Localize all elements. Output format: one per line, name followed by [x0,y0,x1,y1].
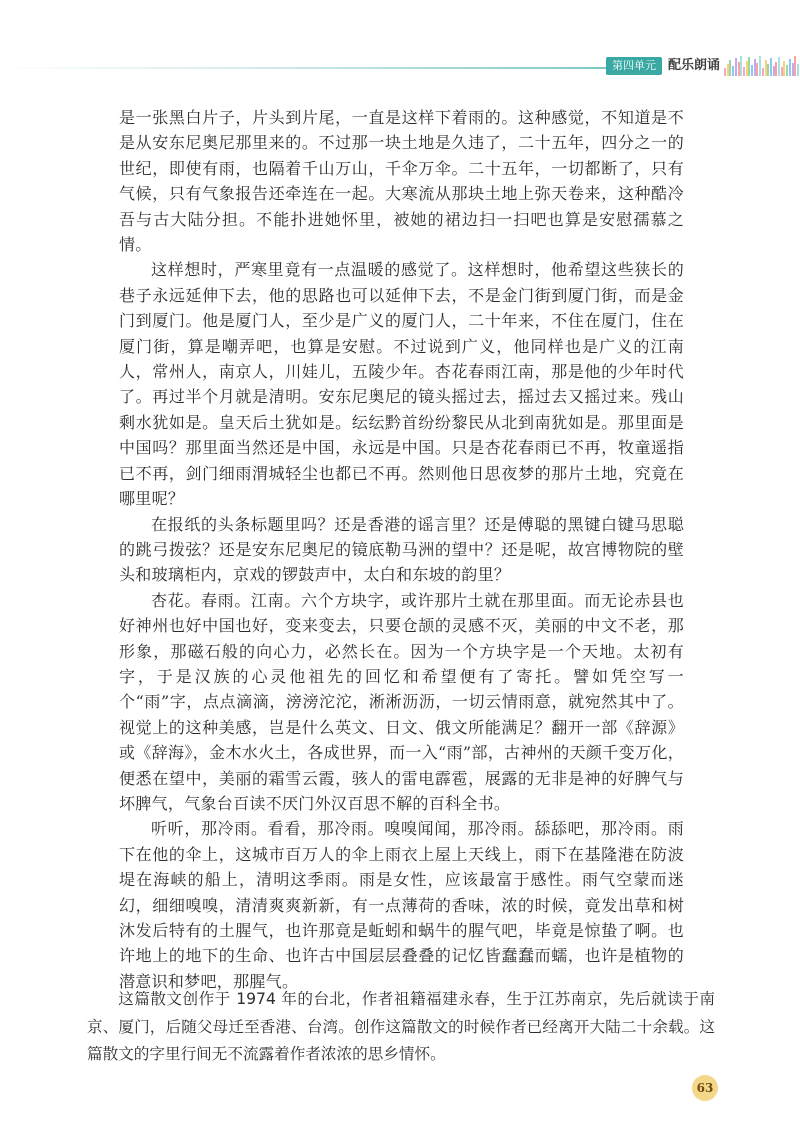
essay-paragraph-5: 听听，那冷雨。看看，那冷雨。嗅嗅闻闻，那冷雨。舔舔吧，那冷雨。雨下在他的伞上，这城市百万人的伞上雨衣上屋上天线上，雨下在基隆港在防波堤在海峡的船上，清明这季雨。雨是女性，应该最富于感性。雨气空蒙而迷幻，细细嗅嗅，清清爽爽新新，有一点薄荷的香味，浓的时候，竟发出草和树沐发后特有的土腥气，也许那竟是蚯蚓和蜗牛的腥气吧，毕竟是惊蛰了啊。也许地上的地下的生命、也许古中国层层叠叠的记忆皆蠢蠢而蠕，也许是植物的潜意识和梦吧，那腥气。 [119,819,684,991]
equalizer-bars-icon [724,54,800,78]
equalizer-bar [754,59,756,76]
essay-paragraph-4: 杏花。春雨。江南。六个方块字，或许那片土就在那里面。而无论赤县也好神州也好中国也好，变来变去，只要仓颉的灵感不灭，美丽的中文不老，那形象，那磁石般的向心力，必然长在。因为一个方块字是一个天地。太初有字，于是汉族的心灵他祖先的回忆和希望便有了寄托。譬如凭空写一个“雨”字，点点滴滴，滂滂沱沱，淅淅沥沥，一切云情雨意，就宛然其中了。视觉上的这种美感，岂是什么英文、日文、俄文所能满足？翻开一部《辞源》或《辞海》，金木水火土，各成世界，而一入“雨”部，古神州的天颜千变万化，便悉在望中，美丽的霜雪云霞，骇人的雷电霹雹，展露的无非是神的好脾气与坏脾气，气象台百读不厌门外汉百思不解的百科全书。 [119,590,684,813]
header-rule [0,67,610,69]
equalizer-bar [773,66,775,76]
equalizer-bar [786,65,788,76]
essay-paragraph-2: 这样想时，严寒里竟有一点温暖的感觉了。这样想时，他希望这些狭长的巷子永远延伸下去，他的思路也可以延伸下去，不是金门街到厦门街，而是金门到厦门。他是厦门人，至少是广义的厦门人，二十年来，不住在厦门，住在厦门街，算是嘲弄吧，也算是安慰。不过说到广义，他同样也是广义的江南人，常州人，南京人，川娃儿，五陵少年。杏花春雨江南，那是他的少年时代了。再过半个月就是清明。安东尼奥尼的镜头摇过去，摇过去又摇过来。残山剩水犹如是。皇天后土犹如是。纭纭黔首纷纷黎民从北到南犹如是。那里面是中国吗？那里面当然还是中国，永远是中国。只是杏花春雨已不再，牧童遥指已不再，剑门细雨渭城轻尘也都已不再。然则他日思夜梦的那片土地，究竟在哪里呢？ [119,260,684,509]
commentary-block [87,986,715,1069]
equalizer-bar [729,60,731,76]
equalizer-bar [789,59,791,76]
essay-paragraph-1: 是一张黑白片子，片头到片尾，一直是这样下着雨的。这种感觉，不知道是不是从安东尼奥尼那里来的。不过那一块土地是久违了，二十五年，四分之一的世纪，即使有雨，也隔着千山万山，千伞万伞。二十五年，一切都断了，只有气候，只有气象报告还牵连在一起。大寒流从那块土地上弥天卷来，这种酷冷吾与古大陆分担。不能扑进她怀里，被她的裙边扫一扫吧也算是安慰孺慕之情。 [119,108,684,255]
equalizer-bar [759,56,761,76]
equalizer-bar [751,65,753,76]
equalizer-bar [781,67,783,76]
essay-paragraph-3: 在报纸的头条标题里吗？还是香港的谣言里？还是傅聪的黑键白键马思聪的跳弓拨弦？还是安东尼奥尼的镜底勒马洲的望中？还是呢，故宫博物院的壁头和玻璃柜内，京戏的锣鼓声中，太白和东坡的韵里？ [119,514,684,585]
equalizer-bar [746,61,748,76]
equalizer-bar [748,57,750,76]
equalizer-bar [770,58,772,76]
equalizer-bar [740,56,742,76]
equalizer-bar [762,68,764,76]
equalizer-bar [778,57,780,76]
equalizer-bar [797,64,799,76]
equalizer-bar [756,63,758,76]
equalizer-bar [727,64,729,76]
equalizer-bar [732,66,734,76]
page-header [0,54,800,78]
equalizer-bar [767,64,769,76]
section-title: 配乐朗诵 [668,58,721,73]
commentary-paragraph: 这篇散文创作于 1974 年的台北，作者祖籍福建永春，生于江苏南京，先后就读于南京、厦门，后随父母迁至香港、台湾。创作这篇散文的时候作者已经离开大陆二十余载。这篇散文的字里行间无不流露着作者浓浓的思乡情怀。 [87,990,715,1063]
equalizer-bar [792,63,794,76]
equalizer-bar [765,60,767,76]
equalizer-bar [783,61,785,76]
equalizer-bar [724,68,726,76]
unit-badge: 第四单元 [606,57,662,75]
essay-body [119,105,684,994]
equalizer-bar [775,62,777,76]
equalizer-bar [794,56,796,76]
equalizer-bar [743,67,745,76]
equalizer-bar [738,62,740,76]
equalizer-bar [735,58,737,76]
page-number: 63 [692,1075,718,1101]
